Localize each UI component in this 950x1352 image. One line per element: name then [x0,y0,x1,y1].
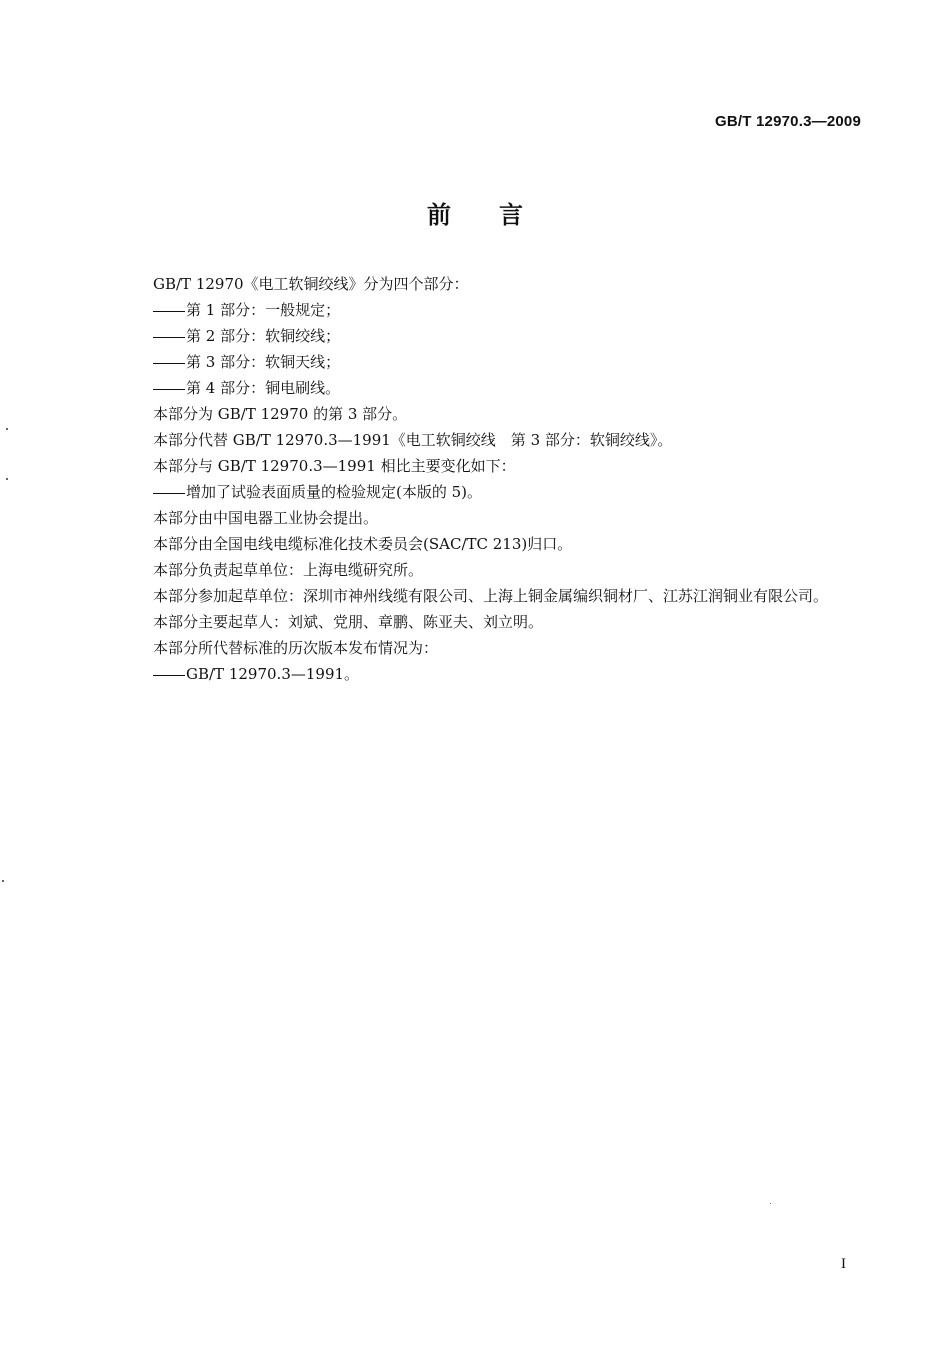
scan-speck [6,428,8,430]
em-dash [153,675,185,676]
list-item-history: GB/T 12970.3—1991。 [121,661,861,687]
paragraph-parts-intro: GB/T 12970《电工软铜绞线》分为四个部分： [153,275,469,293]
em-dash [153,337,185,338]
foreword-body [121,271,861,687]
paragraph-proposed-by: 本部分由中国电器工业协会提出。 [153,509,379,527]
list-item-change: 增加了试验表面质量的检验规定(本版的 5)。 [121,479,861,505]
standard-number: GB/T 12970.3—2009 [715,113,861,130]
paragraph-participating-units: 本部分参加起草单位：深圳市神州线缆有限公司、上海上铜金属编织铜材厂、江苏江润铜业有限公司。 [153,587,829,605]
page-title: 前言 [427,201,571,229]
em-dash [153,363,185,364]
list-item-part-4: 第 4 部分：铜电刷线。 [121,375,861,401]
paragraph-drafting-unit: 本部分负责起草单位：上海电缆研究所。 [153,561,424,579]
list-item-part-2: 第 2 部分：软铜绞线； [121,323,861,349]
em-dash [153,389,185,390]
list-item-part-3: 第 3 部分：软铜天线； [121,349,861,375]
paragraph-changes: 本部分与 GB/T 12970.3—1991 相比主要变化如下： [153,457,516,475]
em-dash [153,311,185,312]
paragraph-drafters: 本部分主要起草人：刘斌、党朋、章鹏、陈亚夫、刘立明。 [153,613,544,631]
paragraph-this-part: 本部分为 GB/T 12970 的第 3 部分。 [153,405,408,423]
paragraph-replaces: 本部分代替 GB/T 12970.3—1991《电工软铜绞线 第 3 部分：软铜绞线》。 [153,431,673,449]
paragraph-under-jurisdiction: 本部分由全国电线电缆标准化技术委员会(SAC/TC 213)归口。 [153,535,573,553]
scan-speck [770,1203,771,1204]
list-item-part-1: 第 1 部分：一般规定； [121,297,861,323]
scan-speck [2,880,4,882]
scan-speck [6,478,8,480]
page-number: I [841,1256,846,1272]
paragraph-history: 本部分所代替标准的历次版本发布情况为： [153,639,439,657]
em-dash [153,493,185,494]
